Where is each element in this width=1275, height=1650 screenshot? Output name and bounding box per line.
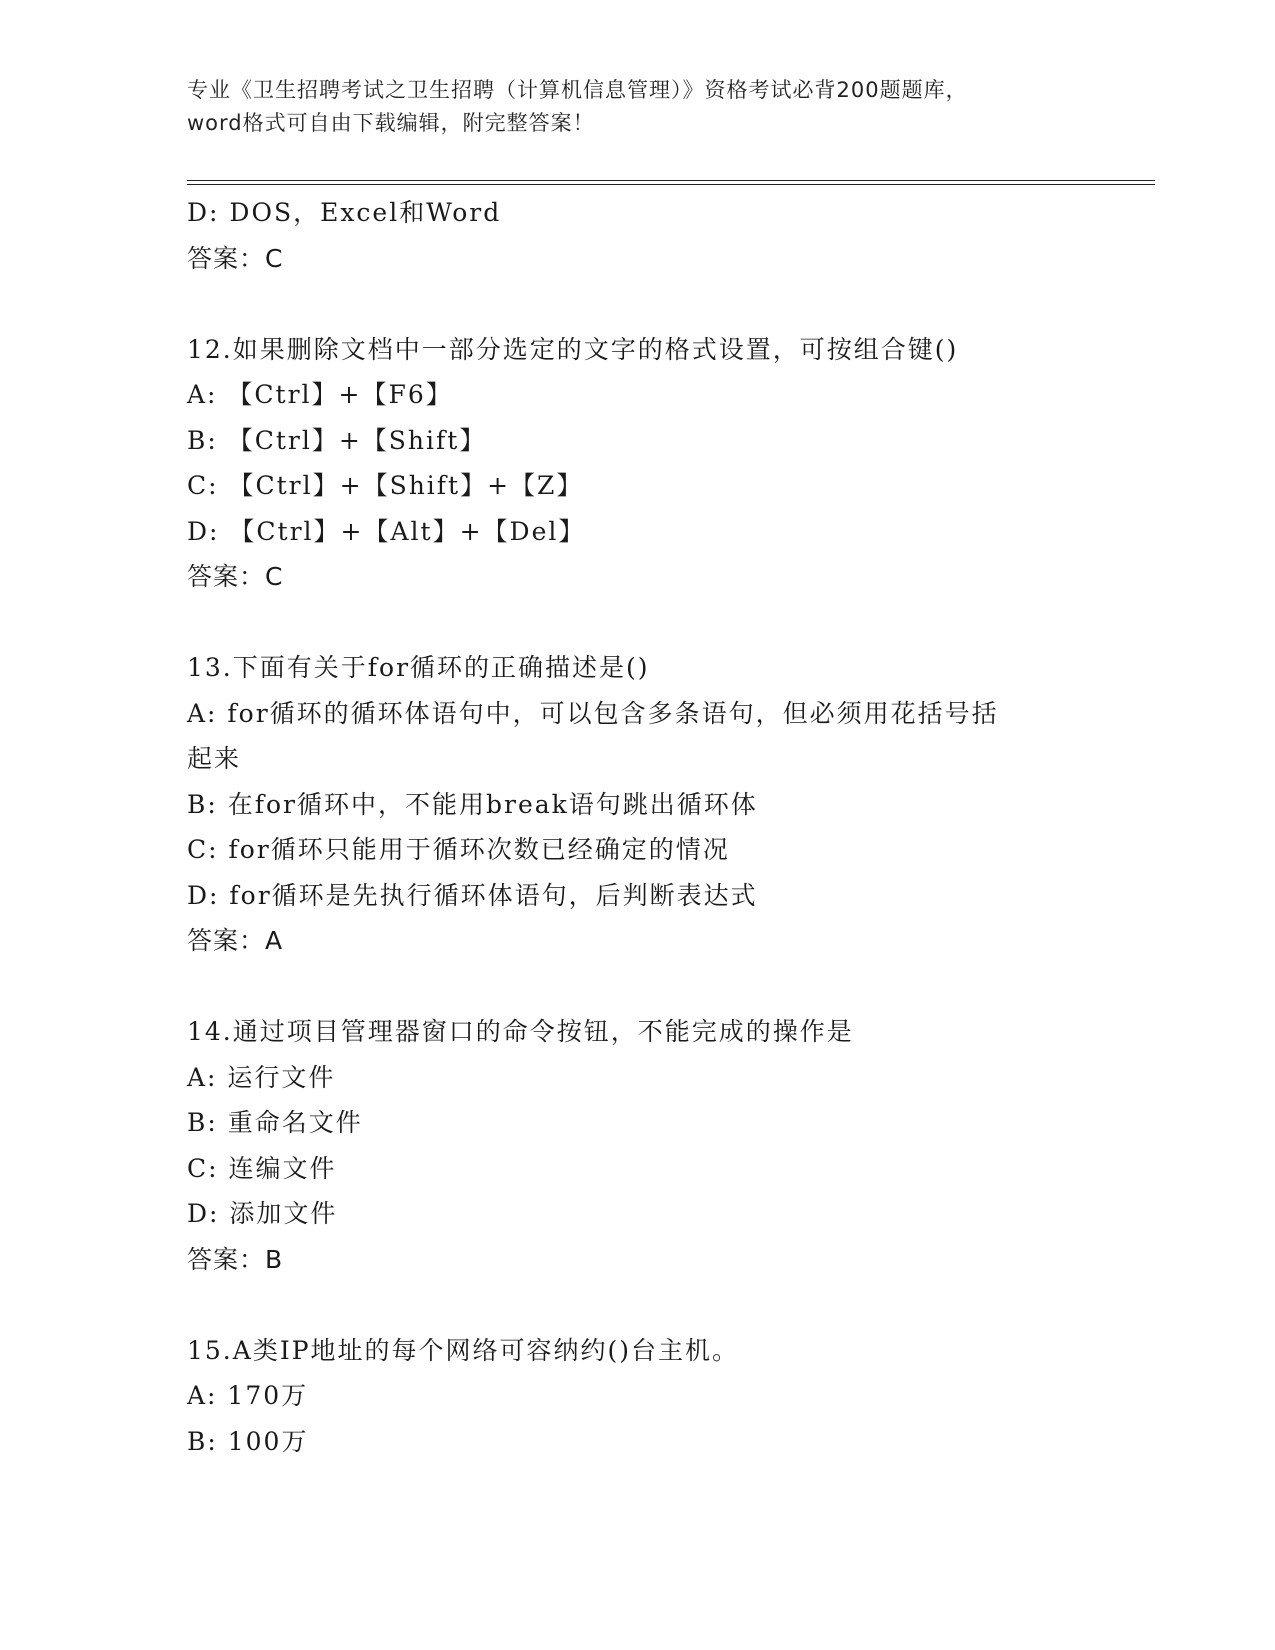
answer-label: 答案：A <box>187 926 284 955</box>
spacer <box>187 1282 1087 1328</box>
question-block-15 <box>187 1328 1087 1465</box>
answer-label: 答案：C <box>187 562 284 591</box>
option-c: C: 连编文件 <box>187 1153 337 1183</box>
option-c: C: 【Ctrl】+【Shift】+【Z】 <box>187 471 584 500</box>
option-d: D: DOS，Excel和Word <box>187 198 502 227</box>
option-b: B: 【Ctrl】+【Shift】 <box>187 425 487 455</box>
spacer <box>187 600 1087 646</box>
option-c: C: for循环只能用于循环次数已经确定的情况 <box>187 835 730 864</box>
question-block-prev <box>187 190 1087 281</box>
option-a: A: 170万 <box>187 1381 309 1410</box>
option-a: A: 【Ctrl】+【F6】 <box>187 380 453 409</box>
question-stem: 13.下面有关于for循环的正确描述是() <box>187 653 650 682</box>
option-b: B: 重命名文件 <box>187 1108 363 1137</box>
spacer <box>187 964 1087 1010</box>
spacer <box>187 281 1087 327</box>
document-header <box>187 74 1087 140</box>
option-b: B: 100万 <box>187 1426 309 1456</box>
header-divider-top <box>187 180 1155 181</box>
question-block-13 <box>187 645 1087 964</box>
option-d: D: for循环是先执行循环体语句，后判断表达式 <box>187 880 758 910</box>
question-stem: 15.A类IP地址的每个网络可容纳约()台主机。 <box>187 1335 740 1365</box>
question-list <box>187 190 1087 1464</box>
option-a: A: for循环的循环体语句中，可以包含多条语句，但必须用花括号括 <box>187 698 999 728</box>
header-divider-bottom <box>187 184 1155 185</box>
header-line-2: word格式可自由下载编辑，附完整答案！ <box>187 111 595 135</box>
option-a: A: 运行文件 <box>187 1062 336 1092</box>
option-d: D: 【Ctrl】+【Alt】+【Del】 <box>187 516 586 546</box>
option-d: D: 添加文件 <box>187 1199 338 1228</box>
question-stem: 12.如果删除文档中一部分选定的文字的格式设置，可按组合键() <box>187 334 959 364</box>
question-stem: 14.通过项目管理器窗口的命令按钮，不能完成的操作是 <box>187 1017 854 1046</box>
question-block-14 <box>187 1009 1087 1282</box>
header-line-1: 专业《卫生招聘考试之卫生招聘（计算机信息管理）》资格考试必背200题题库， <box>187 78 968 102</box>
question-block-12 <box>187 327 1087 600</box>
answer-label: 答案：C <box>187 243 284 273</box>
answer-label: 答案：B <box>187 1244 284 1274</box>
option-b: B: 在for循环中，不能用break语句跳出循环体 <box>187 789 758 819</box>
option-a-continued: 起来 <box>187 744 242 773</box>
